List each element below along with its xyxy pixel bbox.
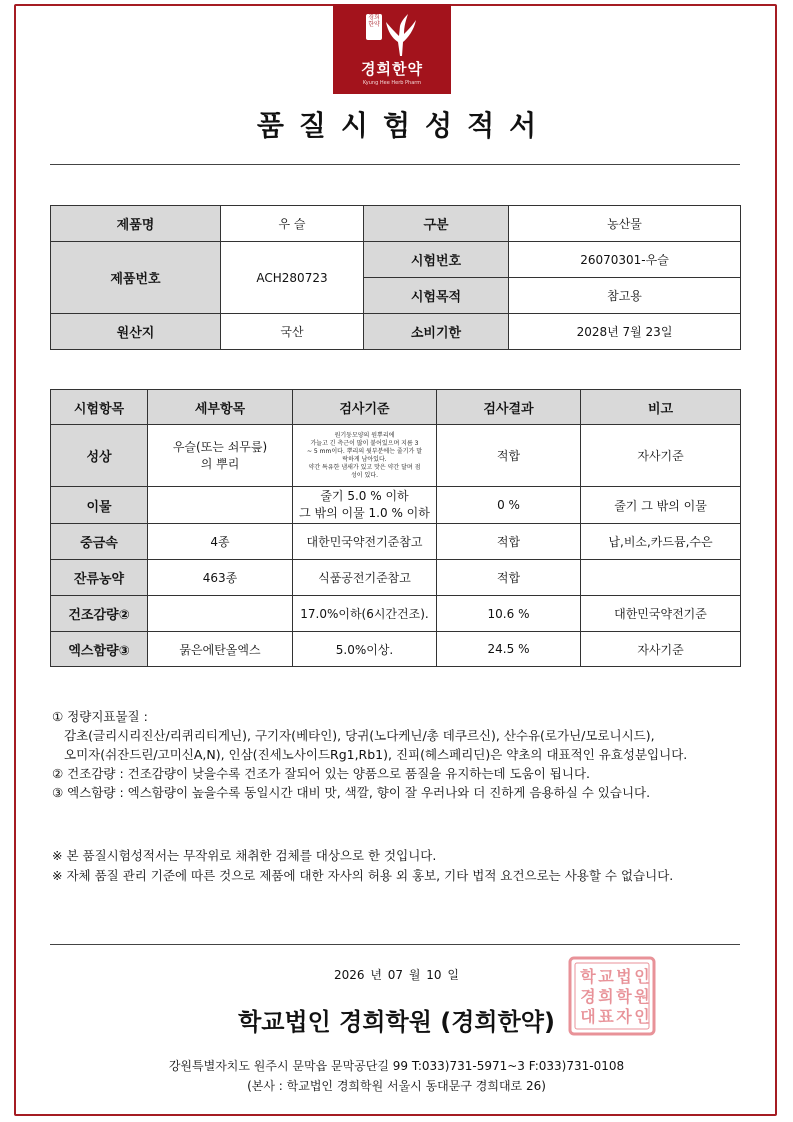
header-result: 검사결과 [437,390,581,425]
disclaimer [52,846,673,886]
row-detail [148,487,293,524]
expiry-value: 2028년 7월 23일 [509,314,741,350]
row-note [581,560,741,596]
detail-line: 의 뿌리 [200,456,240,471]
svg-text:원: 원 [634,987,650,1006]
svg-text:경: 경 [580,987,596,1006]
row-detail: 463종 [148,560,293,596]
svg-text:인: 인 [634,1007,650,1026]
row-standard: 대한민국약전기준참고 [293,524,437,560]
row-item: 잔류농약 [51,560,148,596]
row-detail: 4종 [148,524,293,560]
note-1-title: ① 정량지표물질 : [52,709,148,724]
row-item: 이물 [51,487,148,524]
row-item: 건조감량② [51,596,148,632]
logo-name: 경희한약 [361,60,423,78]
divider [50,944,740,945]
detail-line: 우슬(또는 쇠무릎) [172,439,268,454]
product-number-label: 제품번호 [51,242,221,314]
row-detail [148,425,293,487]
logo-subtitle: Kyung Hee Herb Pharm [362,80,422,86]
row-note: 자사기준 [581,632,741,667]
divider [50,164,740,165]
origin-value: 국산 [221,314,364,350]
product-name-label: 제품명 [51,206,221,242]
company-address: 강원특별자치도 원주시 문막읍 문막공단길 99 T:033)731-5971~3 F:033)731-0108 [168,1059,625,1073]
standard-line: 그 밖의 이물 1.0 % 이하 [299,506,430,520]
standard-line: 락하게 남아있다. [342,455,387,463]
svg-text:학: 학 [580,967,596,986]
row-item: 중금속 [51,524,148,560]
issue-date: 2026 년 07 월 10 일 [334,968,459,982]
header-detail: 세부항목 [148,390,293,425]
row-standard: 식품공전기준참고 [293,560,437,596]
standard-line: 가늘고 긴 측근이 많이 붙어있으며 지름 3 [310,439,419,447]
svg-text:인: 인 [634,967,650,986]
test-purpose-value: 참고용 [509,278,741,314]
headquarters-address: (본사 : 학교법인 경희학원 서울시 동대문구 경희대로 26) [247,1079,546,1093]
note-2: ② 건조감량 : 건조감량이 낮을수록 건조가 잘되어 있는 양품으로 품질을 유지하는데 도움이 됩니다. [52,766,590,781]
svg-text:법: 법 [616,967,632,986]
row-result: 0 % [437,487,581,524]
disclaimer-line: ※ 자체 품질 관리 기준에 따른 것으로 제품에 대한 자사의 허용 외 홍보, 기타 법적 요건으로는 사용할 수 없습니다. [52,868,674,883]
disclaimer-line: ※ 본 품질시험성적서는 무작위로 채취한 검체를 대상으로 한 것입니다. [52,848,437,863]
row-note: 자사기준 [581,425,741,487]
row-result: 24.5 % [437,632,581,667]
svg-text:희: 희 [598,987,614,1006]
row-detail [148,596,293,632]
row-note: 납,비소,카드뮴,수은 [581,524,741,560]
standard-line: 줄기 5.0 % 이하 [320,489,409,503]
row-standard: 17.0%이하(6시간건조). [293,596,437,632]
note-1-line: 오미자(쉬잔드린/고미신A,N), 인삼(진세노사이드Rg1,Rb1), 진피(헤스페리딘)은 약초의 대표적인 유효성분입니다. [64,747,688,762]
row-result: 10.6 % [437,596,581,632]
row-detail: 묽은에탄올엑스 [148,632,293,667]
category-value: 농산물 [509,206,741,242]
table-row [51,487,741,524]
table-row [51,425,741,487]
standard-line: 성이 있다. [351,471,378,479]
standard-line: 약간 특유한 냄새가 있고 맛은 약간 달며 점 [308,463,421,471]
standard-line: 원기둥모양의 원뿌리에 [334,431,395,439]
category-label: 구분 [364,206,509,242]
logo-mark [362,10,422,60]
header-note: 비고 [581,390,741,425]
product-info-table [50,205,741,350]
svg-text:표: 표 [598,1007,614,1026]
test-number-label: 시험번호 [364,242,509,278]
note-1-line: 감초(글리시리진산/리퀴리티게닌), 구기자(베타인), 당귀(노다케닌/총 데쿠르신), 산수유(로가닌/모로니시드), [64,728,655,743]
svg-text:교: 교 [598,967,614,986]
issuer-name: 학교법인 경희학원 (경희한약) [238,1008,555,1036]
expiry-label: 소비기한 [364,314,509,350]
company-logo [333,4,451,94]
svg-text:대: 대 [580,1007,596,1026]
row-note: 줄기 그 밖의 이물 [581,487,741,524]
table-row [51,524,741,560]
row-item: 엑스함량③ [51,632,148,667]
row-standard: 5.0%이상. [293,632,437,667]
document-title: 품질시험성적서 [256,109,552,142]
svg-text:자: 자 [616,1007,632,1026]
test-purpose-label: 시험목적 [364,278,509,314]
table-row [51,560,741,596]
row-result: 적합 [437,524,581,560]
header-standard: 검사기준 [293,390,437,425]
row-note: 대한민국약전기준 [581,596,741,632]
row-result: 적합 [437,425,581,487]
test-results-table [50,389,741,667]
test-number-value: 26070301-우슬 [509,242,741,278]
origin-label: 원산지 [51,314,221,350]
standard-line: ~ 5 mm이다. 뿌리의 윗부분에는 줄기가 말 [306,447,423,455]
tree-icon [382,12,418,56]
row-result: 적합 [437,560,581,596]
row-item: 성상 [51,425,148,487]
logo-seal: 경희 한약 [366,14,382,40]
footnotes [52,707,687,802]
row-standard [293,425,437,487]
table-row [51,632,741,667]
product-number-value: ACH280723 [221,242,364,314]
row-standard [293,487,437,524]
product-name-value: 우 슬 [221,206,364,242]
header-test-item: 시험항목 [51,390,148,425]
table-row [51,596,741,632]
svg-text:학: 학 [616,987,632,1006]
note-3: ③ 엑스함량 : 엑스함량이 높을수록 동일시간 대비 맛, 색깔, 향이 잘 우러나와 더 진하게 음용하실 수 있습니다. [52,785,651,800]
